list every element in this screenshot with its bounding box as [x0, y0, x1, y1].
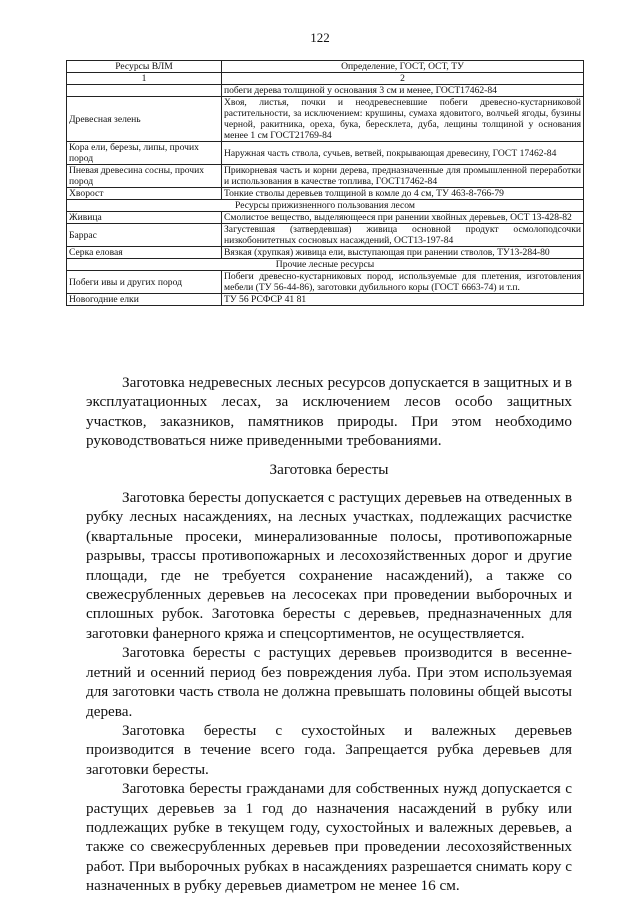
table-number-cell: 1	[67, 73, 222, 85]
resource-name-cell: Баррас	[67, 224, 222, 247]
resource-definition-cell: Наружная часть ствола, сучьев, ветвей, покрывающая древесину, ГОСТ 17462-84	[222, 142, 584, 165]
paragraph: Заготовка бересты гражданами для собственных нужд допускается с растущих деревьев за 1 год до назначения насаждений в рубку или подлежащих рубке в текущем году, сухостойных и валежных деревьев, а также со свежесрубленных деревьев при проведении лесохозяйственных работ. При выборочных рубках в насаждениях разрешается снимать кору с назначенных в рубку деревьев диаметром не менее 16 см.	[86, 780, 572, 895]
table-row	[67, 97, 584, 142]
table-row	[67, 142, 584, 165]
resource-definition-cell: Хвоя, листья, почки и неодревесневшие побеги древесно-кустарниковой растительности, за исключением: крушины, сумаха ядовитого, волчьей ягоды, бузины черной, ракитника, ореха, бука, бересклета, дуба, лещины толщиной у основания менее 1 см ГОСТ21769-84	[222, 97, 584, 142]
paragraph: Заготовка бересты допускается с растущих деревьев на отведенных в рубку лесных насаждениях, на лесных участках, подлежащих расчистке (квартальные просеки, минерализованные полосы, противопожарные разрывы, трассы противопожарных и лесохозяйственных дорог и другие площади, где не требуется сохранение насаждений), а также со свежесрубленных деревьев на лесосеках при проведении выборочных и сплошных рубок. Заготовка бересты с деревьев, предназначенных для заготовки фанерного кряжа и спецсортиментов, не осуществляется.	[86, 489, 572, 642]
resource-definition-cell: Прикорневая часть и корни дерева, предназначенные для промышленной переработки и использования в качестве топлива, ГОСТ17462-84	[222, 165, 584, 188]
resource-name-cell: Новогодние елки	[67, 294, 222, 306]
table-header-row	[67, 61, 584, 73]
resource-name-cell: Древесная зелень	[67, 97, 222, 142]
resource-definition-cell: Тонкие стволы деревьев толщиной в комле до 4 см, ТУ 463-8-766-79	[222, 188, 584, 200]
resource-name-cell: Хворост	[67, 188, 222, 200]
table-row	[67, 165, 584, 188]
table-number-row	[67, 73, 584, 85]
table-row	[67, 271, 584, 294]
table-section-row	[67, 259, 584, 271]
page-number: 122	[310, 30, 330, 45]
body-text	[86, 373, 572, 896]
table-number-cell: 2	[222, 73, 584, 85]
paragraph: Заготовка недревесных лесных ресурсов допускается в защитных и в эксплуатационных лесах, за исключением лесов особо защитных участков, заказников, памятников природы. При этом необходимо руководствоваться ниже приведенными требованиями.	[86, 374, 572, 450]
table-row	[67, 212, 584, 224]
resource-name-cell: Серка еловая	[67, 247, 222, 259]
table-row	[67, 294, 584, 306]
resource-definition-cell: Смолистое вещество, выделяющееся при ранении хвойных деревьев, ОСТ 13-428-82	[222, 212, 584, 224]
resource-name-cell: Пневая древесина сосны, прочих пород	[67, 165, 222, 188]
table-row	[67, 224, 584, 247]
paragraph: Заготовка бересты с растущих деревьев производится в весенне-летний и осенний период без повреждения луба. При этом используемая для заготовки часть ствола не должна превышать половины общей высоты дерева.	[86, 644, 572, 720]
table-row	[67, 85, 584, 97]
resource-definition-cell: побеги дерева толщиной у основания 3 см и менее, ГОСТ17462-84	[222, 85, 584, 97]
table-section-row	[67, 200, 584, 212]
table-section-heading: Ресурсы прижизненного пользования лесом	[67, 200, 584, 212]
paragraph: Заготовка бересты с сухостойных и валежных деревьев производится в течение всего года. Запрещается рубка деревьев для заготовки бересты.	[86, 721, 572, 778]
table-section-heading: Прочие лесные ресурсы	[67, 259, 584, 271]
resource-definition-cell: Вязкая (хрупкая) живица ели, выступающая при ранении стволов, ТУ13-284-80	[222, 247, 584, 259]
table-header-cell: Определение, ГОСТ, ОСТ, ТУ	[222, 61, 584, 73]
resource-definition-cell: Загустевшая (затвердевшая) живица основной продукт осмолоподсочки низкобонитетных сосновых насаждений, ОСТ13-197-84	[222, 224, 584, 247]
table-row	[67, 247, 584, 259]
resources-table	[66, 60, 584, 306]
resource-definition-cell: Побеги древесно-кустарниковых пород, используемые для плетения, изготовления мебели (ТУ 56-44-86), заготовки дубильного коры (ГОСТ 6663-74) и т.п.	[222, 271, 584, 294]
resource-name-cell: Живица	[67, 212, 222, 224]
resource-name-cell	[67, 85, 222, 97]
table-row	[67, 188, 584, 200]
resource-definition-cell: ТУ 56 РСФСР 41 81	[222, 294, 584, 306]
resource-name-cell: Кора ели, березы, липы, прочих пород	[67, 142, 222, 165]
resource-name-cell: Побеги ивы и других пород	[67, 271, 222, 294]
table-header-cell: Ресурсы ВЛМ	[67, 61, 222, 73]
section-heading: Заготовка бересты	[269, 460, 389, 478]
